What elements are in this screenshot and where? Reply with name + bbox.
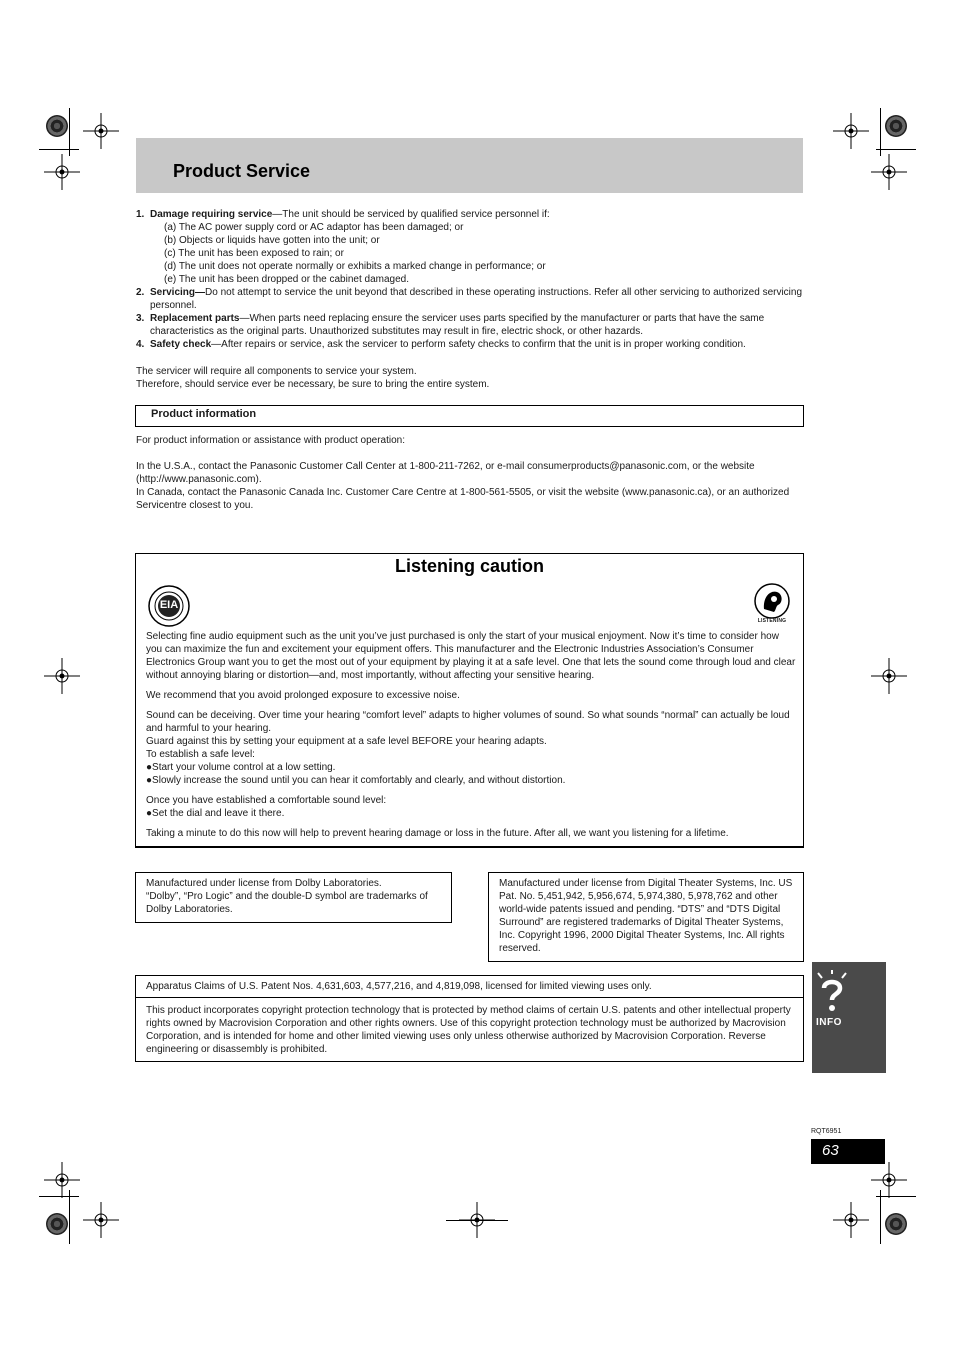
question-mark-icon [816, 970, 848, 1014]
dolby-line: “Dolby”, “Pro Logic” and the double-D symbol are trademarks of Dolby Laboratories. [146, 891, 428, 915]
patent-claims: Apparatus Claims of U.S. Patent Nos. 4,631,603, 4,577,216, and 4,819,098, licensed for limited viewing uses only. [146, 981, 652, 992]
document-code: RQT6951 [811, 1128, 842, 1135]
color-target-icon [885, 115, 907, 137]
caution-paragraph: Taking a minute to do this now will help to prevent hearing damage or loss in the future. After all, we want you listening for a lifetime. [146, 828, 729, 839]
eia-logo-text: EIA [159, 599, 179, 611]
crosshair-icon [833, 113, 869, 149]
crosshair-icon [44, 1162, 80, 1198]
sub-item: (a) The AC power supply cord or AC adaptor has been damaged; or [164, 222, 464, 233]
listening-caution-title: Listening caution [394, 556, 544, 576]
dolby-notice [135, 872, 452, 923]
bullet-icon: ● [146, 808, 153, 819]
listening-caution-body [146, 630, 796, 847]
bullet-icon: ● [146, 775, 153, 786]
dts-notice [488, 872, 804, 962]
item-text: —When parts need replacing ensure the servicer uses parts specified by the manufacturer or parts that have the same characteristics as the original parts. Unauthorized substitutes may result in fire, electric shock, or other hazards. [150, 313, 765, 337]
servicer-note [136, 365, 804, 391]
caution-paragraph: Sound can be deceiving. Over time your hearing “comfort level” adapts to higher volumes of sound. So what sounds “normal” can actually be loud and harmful to your hearing. [146, 710, 790, 734]
bullet-item: ●Start your volume control at a low setting. [146, 762, 336, 773]
info-tab-label: INFO [816, 1017, 842, 1028]
item-number: 1. [136, 209, 145, 220]
caution-paragraph: Selecting fine audio equipment such as the unit you’ve just purchased is only the start of your musical enjoyment. Now it’s time to consider how you can maximize the fun and excitement your equipment offers. This manufacturer and the Electronic Industries Association’s Consumer Electronics Group want you to get the most out of your equipment by playing it at a safe level. One that lets the sound come through loud and clear without annoying blaring or distortion—and, most importantly, without affecting your sensitive hearing. [146, 631, 796, 681]
item-text: —After repairs or service, ask the servicer to perform safety checks to confirm that the unit is in proper working condition. [211, 339, 746, 350]
item-heading: Safety check [150, 339, 212, 350]
crosshair-icon [871, 154, 907, 190]
crosshair-icon [44, 154, 80, 190]
page-number: 63 [822, 1142, 839, 1159]
usa-contact: In the U.S.A., contact the Panasonic Customer Call Center at 1-800-211-7262, or e-mail consumerproducts@panasonic.com, or the website (http://www.panasonic.com). [136, 461, 755, 485]
caution-paragraph: Once you have established a comfortable sound level: [146, 795, 387, 806]
crosshair-icon [871, 658, 907, 694]
bullet-item: ●Slowly increase the sound until you can hear it comfortably and clearly, and without distortion. [146, 775, 566, 786]
bullet-icon: ● [146, 762, 153, 773]
item-number: 4. [136, 339, 145, 350]
item-text: —The unit should be serviced by qualified service personnel if: [272, 209, 550, 220]
listening-logo-text: LISTENING [757, 618, 787, 624]
product-information-body [136, 434, 804, 512]
sub-item: (e) The unit has been dropped or the cabinet damaged. [164, 274, 409, 285]
color-target-icon [46, 1213, 68, 1235]
item-text: Do not attempt to service the unit beyond that described in these operating instructions. Refer all other servicing to authorized servicing personnel. [150, 287, 803, 311]
crosshair-icon [83, 113, 119, 149]
servicer-note-line: The servicer will require all components to service your system. [136, 366, 417, 377]
list-item [136, 286, 804, 312]
product-information-title: Product information [151, 408, 257, 420]
caution-paragraph-group [146, 794, 796, 820]
list-item [136, 312, 804, 338]
servicer-note-line: Therefore, should service ever be necessary, be sure to bring the entire system. [136, 379, 490, 390]
canada-contact: In Canada, contact the Panasonic Canada Inc. Customer Care Centre at 1-800-561-5505, or visit the website (www.panasonic.ca), or an authorized Servicentre closest to you. [136, 487, 790, 511]
caution-paragraph: We recommend that you avoid prolonged exposure to excessive noise. [146, 690, 460, 701]
crosshair-icon [871, 1162, 907, 1198]
item-heading: Replacement parts [150, 313, 240, 324]
item-heading: Damage requiring service [150, 209, 273, 220]
product-information-intro: For product information or assistance with product operation: [136, 435, 406, 446]
sub-item: (d) The unit does not operate normally or exhibits a marked change in performance; or [164, 261, 546, 272]
eia-logo [148, 585, 190, 627]
patent-notice [135, 975, 804, 1062]
caution-paragraph-group [146, 709, 796, 787]
list-item [136, 208, 804, 286]
crosshair-icon [83, 1202, 119, 1238]
caution-paragraph: To establish a safe level: [146, 749, 255, 760]
dts-text: Manufactured under license from Digital Theater Systems, Inc. US Pat. No. 5,451,942, 5,956,674, 5,974,380, 5,978,762 and other world-wide patents issued and pending. “DTS” and “DTS Digital Surround” are registered trademarks of Digital Theater Systems, Inc. Copyright 1996, 2000 Digital Theater Systems, Inc. All rights reserved. [499, 878, 793, 954]
color-target-icon [885, 1213, 907, 1235]
item-number: 2. [136, 287, 145, 298]
divider [136, 997, 803, 998]
item-heading: Servicing— [150, 287, 206, 298]
list-item [136, 338, 804, 351]
color-target-icon [46, 115, 68, 137]
crosshair-icon [44, 658, 80, 694]
sub-item: (c) The unit has been exposed to rain; or [164, 248, 344, 259]
caution-paragraph: Guard against this by setting your equipment at a safe level BEFORE your hearing adapts. [146, 736, 547, 747]
listening-logo [754, 583, 790, 630]
sub-item: (b) Objects or liquids have gotten into the unit; or [164, 235, 380, 246]
crosshair-icon [833, 1202, 869, 1238]
dolby-line: Manufactured under license from Dolby Laboratories. [146, 878, 382, 889]
item-number: 3. [136, 313, 145, 324]
macrovision-notice: This product incorporates copyright protection technology that is protected by method claims of certain U.S. patents and other intellectual property rights owned by Macrovision Corporation and other rights owners. Use of this copyright protection technology must be authorized by Macrovision Corporation, and is intended for home and other limited viewing uses only unless otherwise authorized by Macrovision Corporation. Reverse engineering or disassembly is prohibited. [146, 1005, 791, 1055]
service-list [136, 208, 804, 351]
page-title: Product Service [173, 161, 311, 181]
bullet-item: ●Set the dial and leave it there. [146, 808, 285, 819]
